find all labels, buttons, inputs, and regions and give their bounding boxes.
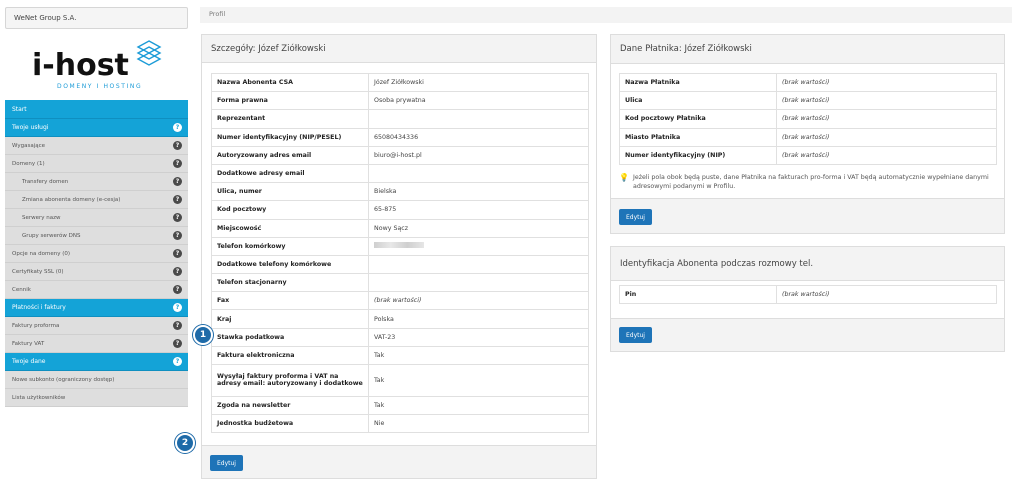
table-row xyxy=(212,274,589,292)
help-icon[interactable]: ? xyxy=(173,213,182,222)
field-label: Nazwa Płatnika xyxy=(620,74,777,92)
table-row xyxy=(620,74,997,92)
field-label: Kraj xyxy=(212,310,369,328)
sidebar-item-wygasajace[interactable] xyxy=(5,137,188,155)
table-row xyxy=(212,146,589,164)
help-icon[interactable]: ? xyxy=(173,159,182,168)
details-table xyxy=(211,73,589,433)
field-value: Józef Ziółkowski xyxy=(369,74,589,92)
field-value: (brak wartości) xyxy=(369,292,589,310)
help-icon[interactable]: ? xyxy=(173,357,182,366)
payer-note-text: Jeżeli pola obok będą puste, dane Płatnika na fakturach pro-forma i VAT będą automatycznie wypełniane danymi adresowymi podanymi w Profilu. xyxy=(632,174,989,190)
sidebar-nav xyxy=(5,100,188,407)
sidebar-item-zmiana-abonenta-domeny-e-cesja[interactable] xyxy=(5,191,188,209)
field-label: Zgoda na newsletter xyxy=(212,396,369,414)
table-row xyxy=(212,292,589,310)
field-label: Stawka podatkowa xyxy=(212,328,369,346)
sidebar-item-label: Faktury proforma xyxy=(12,322,60,329)
table-row xyxy=(212,164,589,182)
sidebar-item-label: Transfery domen xyxy=(22,178,69,185)
field-value: Bielska xyxy=(369,183,589,201)
field-label: Telefon stacjonarny xyxy=(212,274,369,292)
sidebar-item-label: Twoje dane xyxy=(12,358,46,365)
table-row xyxy=(212,328,589,346)
payer-edit-button[interactable]: Edytuj xyxy=(619,209,652,225)
logo-brand: i-host xyxy=(32,48,129,83)
field-value: (brak wartości) xyxy=(777,286,997,304)
table-row xyxy=(620,286,997,304)
sidebar-item-start[interactable] xyxy=(5,100,188,119)
redacted-phone xyxy=(374,242,424,248)
sidebar-item-label: Faktury VAT xyxy=(12,340,45,347)
sidebar-item-lista-uzytkownikow[interactable] xyxy=(5,389,188,407)
field-label: Dodatkowe telefony komórkowe xyxy=(212,255,369,273)
help-icon[interactable]: ? xyxy=(173,123,182,132)
identification-panel-title: Identyfikacja Abonenta podczas rozmowy tel. xyxy=(611,247,1004,281)
identification-panel xyxy=(610,246,1005,352)
sidebar-item-twoje-us-ugi[interactable] xyxy=(5,119,188,137)
callout-marker-2: 2 xyxy=(175,433,195,453)
sidebar-item-grupy-serwerow-dns[interactable] xyxy=(5,227,188,245)
field-value: Tak xyxy=(369,396,589,414)
field-value xyxy=(369,274,589,292)
lightbulb-icon: 💡 xyxy=(619,173,629,182)
logo-tagline: DOMENY I HOSTING xyxy=(57,83,143,90)
field-label: Fax xyxy=(212,292,369,310)
help-icon[interactable]: ? xyxy=(173,303,182,312)
field-value: Osoba prywatna xyxy=(369,92,589,110)
sidebar-item-cennik[interactable] xyxy=(5,281,188,299)
sidebar-item-opcje-na-domeny-0[interactable] xyxy=(5,245,188,263)
help-icon[interactable]: ? xyxy=(173,249,182,258)
help-icon[interactable]: ? xyxy=(173,321,182,330)
sidebar-item-p-atnosci-i-faktury[interactable] xyxy=(5,299,188,317)
table-row xyxy=(212,183,589,201)
table-row xyxy=(212,255,589,273)
table-row xyxy=(212,415,589,433)
field-value: 65-875 xyxy=(369,201,589,219)
sidebar-item-label: Zmiana abonenta domeny (e-cesja) xyxy=(22,196,121,203)
field-value xyxy=(369,237,589,255)
sidebar-item-label: Lista użytkowników xyxy=(12,394,66,401)
payer-panel xyxy=(610,34,1005,234)
sidebar-item-label: Wygasające xyxy=(12,142,45,149)
field-value: 65080434336 xyxy=(369,128,589,146)
logo-cube-icon xyxy=(136,40,162,68)
sidebar-item-twoje-dane[interactable] xyxy=(5,353,188,371)
identification-edit-button[interactable]: Edytuj xyxy=(619,327,652,343)
field-value: Polska xyxy=(369,310,589,328)
field-value xyxy=(369,110,589,128)
sidebar-item-faktury-proforma[interactable] xyxy=(5,317,188,335)
field-value xyxy=(369,255,589,273)
breadcrumb: Profil xyxy=(200,7,1012,23)
field-label: Ulica, numer xyxy=(212,183,369,201)
field-label: Dodatkowe adresy email xyxy=(212,164,369,182)
payer-panel-footer xyxy=(611,198,1004,233)
field-label: Miejscowość xyxy=(212,219,369,237)
field-label: Telefon komórkowy xyxy=(212,237,369,255)
field-label: Numer identyfikacyjny (NIP) xyxy=(620,146,777,164)
field-label: Jednostka budżetowa xyxy=(212,415,369,433)
sidebar-item-label: Twoje usługi xyxy=(12,124,49,131)
field-label: Miasto Płatnika xyxy=(620,128,777,146)
table-row xyxy=(620,146,997,164)
details-edit-button[interactable]: Edytuj xyxy=(210,455,243,471)
i-host-logo xyxy=(5,36,188,98)
field-value: (brak wartości) xyxy=(777,146,997,164)
sidebar-item-label: Płatności i faktury xyxy=(12,304,66,311)
field-label: Ulica xyxy=(620,92,777,110)
field-value: (brak wartości) xyxy=(777,92,997,110)
sidebar-item-nowe-subkonto-ograniczony-dostep[interactable] xyxy=(5,371,188,389)
sidebar-item-label: Serwery nazw xyxy=(22,214,61,221)
field-label: Nazwa Abonenta CSA xyxy=(212,74,369,92)
callout-marker-1: 1 xyxy=(193,325,213,345)
table-row xyxy=(620,128,997,146)
field-label: Reprezentant xyxy=(212,110,369,128)
sidebar-item-faktury-vat[interactable] xyxy=(5,335,188,353)
table-row xyxy=(212,128,589,146)
table-row xyxy=(620,110,997,128)
payer-panel-title: Dane Płatnika: Józef Ziółkowski xyxy=(611,35,1004,64)
table-row xyxy=(212,219,589,237)
sidebar-item-label: Grupy serwerów DNS xyxy=(22,232,81,239)
table-row xyxy=(212,110,589,128)
field-label: Autoryzowany adres email xyxy=(212,146,369,164)
help-icon[interactable]: ? xyxy=(173,141,182,150)
payer-table xyxy=(619,73,997,165)
sidebar-item-transfery-domen[interactable] xyxy=(5,173,188,191)
table-row xyxy=(212,346,589,364)
field-value: biuro@i-host.pl xyxy=(369,146,589,164)
field-label: Forma prawna xyxy=(212,92,369,110)
field-label: Wysyłaj faktury proforma i VAT na adresy email: autoryzowany i dodatkowe xyxy=(212,365,369,397)
identification-table xyxy=(619,285,997,304)
field-value: (brak wartości) xyxy=(777,74,997,92)
field-value: Tak xyxy=(369,346,589,364)
field-label: Kod pocztowy xyxy=(212,201,369,219)
details-panel-footer xyxy=(202,445,596,478)
sidebar-item-serwery-nazw[interactable] xyxy=(5,209,188,227)
field-value: VAT-23 xyxy=(369,328,589,346)
sidebar-item-label: Opcje na domeny (0) xyxy=(12,250,70,257)
table-row xyxy=(212,237,589,255)
sidebar-item-label: Start xyxy=(12,105,27,113)
sidebar-item-domeny-1[interactable] xyxy=(5,155,188,173)
help-icon[interactable]: ? xyxy=(173,339,182,348)
field-value: (brak wartości) xyxy=(777,128,997,146)
payer-note xyxy=(619,173,999,191)
identification-panel-footer xyxy=(611,318,1004,351)
table-row xyxy=(212,92,589,110)
field-label: Pin xyxy=(620,286,777,304)
help-icon[interactable]: ? xyxy=(173,267,182,276)
details-panel-title: Szczegóły: Józef Ziółkowski xyxy=(202,35,596,63)
field-label: Numer identyfikacyjny (NIP/PESEL) xyxy=(212,128,369,146)
details-panel xyxy=(201,34,597,479)
table-row xyxy=(212,396,589,414)
sidebar-item-label: Cennik xyxy=(12,286,31,293)
table-row xyxy=(212,310,589,328)
sidebar-item-label: Domeny (1) xyxy=(12,160,45,167)
table-row xyxy=(212,365,589,397)
help-icon[interactable]: ? xyxy=(173,231,182,240)
help-icon[interactable]: ? xyxy=(173,177,182,186)
table-row xyxy=(212,74,589,92)
table-row xyxy=(212,201,589,219)
field-value xyxy=(369,164,589,182)
sidebar-item-certyfikaty-ssl-0[interactable] xyxy=(5,263,188,281)
field-label: Faktura elektroniczna xyxy=(212,346,369,364)
company-selector[interactable]: WeNet Group S.A. xyxy=(5,7,188,29)
sidebar-item-label: Nowe subkonto (ograniczony dostęp) xyxy=(12,376,115,383)
table-row xyxy=(620,92,997,110)
field-value: Tak xyxy=(369,365,589,397)
help-icon[interactable]: ? xyxy=(173,285,182,294)
field-value: Nowy Sącz xyxy=(369,219,589,237)
help-icon[interactable]: ? xyxy=(173,195,182,204)
field-value: (brak wartości) xyxy=(777,110,997,128)
field-label: Kod pocztowy Płatnika xyxy=(620,110,777,128)
field-value: Nie xyxy=(369,415,589,433)
sidebar-item-label: Certyfikaty SSL (0) xyxy=(12,268,64,275)
